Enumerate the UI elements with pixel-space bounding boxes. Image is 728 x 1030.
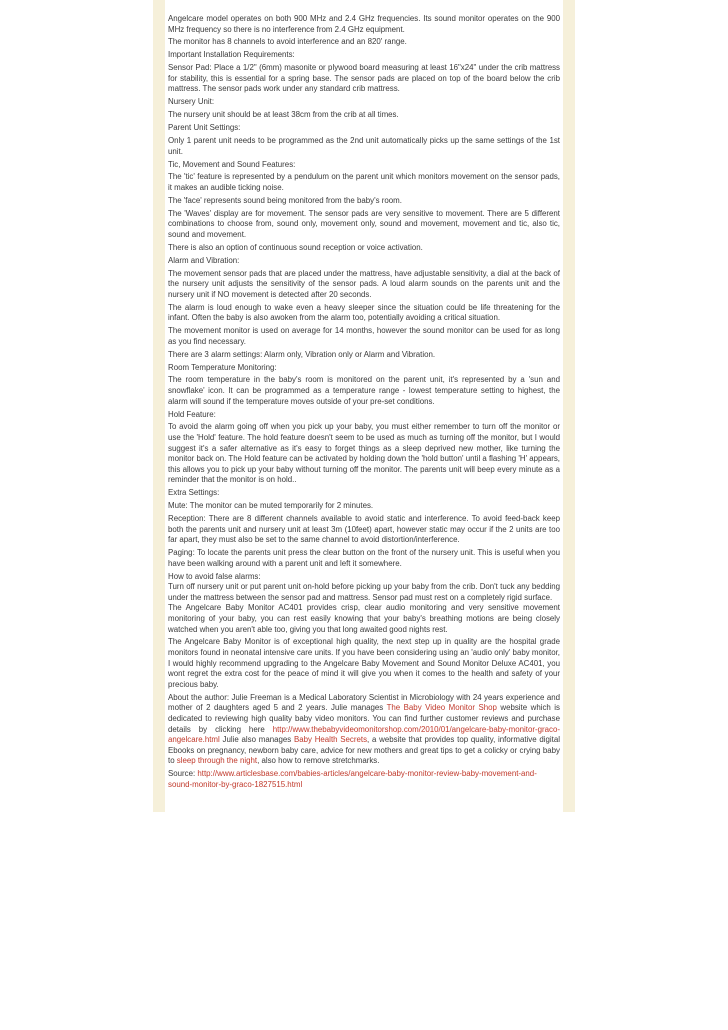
paragraph-alarm-4: There are 3 alarm settings: Alarm only, Vibration only or Alarm and Vibration. — [168, 349, 436, 359]
author-text-1: About the author: Julie Freeman is a Medical Laboratory Scientist in Microbiology with 24 years experience and mother of 2 daughters aged 5 and 2 years. Julie manages — [168, 692, 560, 713]
author-text-5: , also how to remove stretchmarks. — [257, 756, 380, 766]
left-margin-bar — [153, 0, 165, 812]
heading-installation: Important Installation Requirements: — [168, 50, 295, 60]
paragraph-channels: The monitor has 8 channels to avoid interference and an 820' range. — [168, 37, 407, 47]
paragraph-continuous: There is also an option of continuous sound reception or voice activation. — [168, 242, 423, 252]
paragraph-waves: The 'Waves' display are for movement. The sensor pads are very sensitive to movement. There are 5 different combinations to choose from, sound only, movement only, sound and movement, movement and tic, also tic, sound and movement. — [168, 208, 560, 239]
paragraph-quality: The Angelcare Baby Monitor is of exceptional high quality, the next step up in quality are the hospital grade monitors found in neonatal intensive care units. If you have been considering using an 'audio only' baby monitor, I would highly recommend upgrading to the Angelcare Baby Movement and Sound Monitor Deluxe AC401, you wont regret the extra cost for the peace of mind it will give you when it comes to the health and safety of your precious baby. — [168, 637, 560, 689]
paragraph-room-temperature: The room temperature in the baby's room is monitored on the parent unit, it's represented by a 'sun and snowflake' icon. It can be programmed as a temperature range - lowest temperature setting to highest, the alarm will sound if the temperature moves outside of your pre-set conditions. — [168, 375, 560, 406]
paragraph-frequencies: Angelcare model operates on both 900 MHz and 2.4 GHz frequencies. Its sound monitor operates on the 900 MHz frequency so there is no interference from 2.4 GHz equipment. — [168, 14, 560, 34]
paragraph-false-alarms: How to avoid false alarms: Turn off nursery unit or put parent unit on-hold before picking up your baby from the crib. Don't tuck any bedding under the mattress between the sensor pad and mattress. Sensor pad must rest on a completely rigid surface. The Angelcare Baby Monitor AC401 provides crisp, clear audio monitoring and very sensitive movement monitoring of your baby, you can rest easily knowing that your baby's breathing motions are being closely watched when you aren't able too, giving you that long awaited good nights rest. — [168, 571, 560, 634]
link-sleep-through-night[interactable]: sleep through the night — [176, 756, 258, 766]
paragraph-hold: To avoid the alarm going off when you pick up your baby, you must either remember to turn off the monitor or use the 'Hold' feature. The hold feature doesn't seem to be used as much as turning off the monitor, but I would suggest it's a safer alternative as it's easy to forget things as a sleep deprived new mother, like turning the monitor back on. The Hold feature can be activated by holding down the 'hold button' until a flashing 'H' appears, this allows you to pick up your baby without turning off the monitor. The parents unit will beep every minute as a reminder that the monitor is on hold.. — [168, 422, 560, 485]
link-baby-video-monitor-shop[interactable]: The Baby Video Monitor Shop — [386, 703, 497, 713]
author-text-2: website which is dedicated to reviewing high quality baby video monitors. You can find further customer reviews and purchase details by clicking here — [168, 703, 560, 734]
paragraph-face: The 'face' represents sound being monitored from the baby's room. — [168, 195, 402, 205]
heading-hold-feature: Hold Feature: — [168, 409, 216, 419]
paragraph-parent-unit: Only 1 parent unit needs to be programmed as the 2nd unit automatically picks up the same settings of the 1st unit. — [168, 136, 560, 156]
paragraph-paging: Paging: To locate the parents unit press the clear button on the front of the nursery unit. This is useful when you have been walking around with a parent unit and left it somewhere. — [168, 548, 560, 568]
paragraph-alarm-2: The alarm is loud enough to wake even a heavy sleeper since the situation could be life threatening for the infant. Often the baby is also awoken from the alarm too, potentially avoiding a critical situation. — [168, 302, 560, 323]
heading-room-temperature: Room Temperature Monitoring: — [168, 362, 277, 372]
link-source-url[interactable]: http://www.articlesbase.com/babies-articles/angelcare-baby-monitor-review-baby-movement-and-sound-monitor-by-graco-1827515.html — [168, 769, 537, 789]
paragraph-reception: Reception: There are 8 different channels available to avoid static and interference. To avoid feed-back keep both the parents unit and nursery unit at least 3m (10feet) apart, however static may occur if the 2 units are too far apart, they must also be set to the same channel to avoid distortion/interference. — [168, 514, 560, 545]
article-body — [168, 14, 560, 793]
heading-tic-features: Tic, Movement and Sound Features: — [168, 159, 296, 169]
paragraph-author — [168, 693, 560, 767]
paragraph-tic: The 'tic' feature is represented by a pendulum on the parent unit which monitors movement on the sensor pads, it makes an audible ticking noise. — [168, 172, 560, 192]
heading-alarm: Alarm and Vibration: — [168, 255, 240, 265]
author-text-4: , a website that provides top quality, informative digital Ebooks on pregnancy, newborn baby care, advice for new mothers and great tips to get a colicky or crying baby to — [168, 735, 560, 766]
paragraph-mute: Mute: The monitor can be muted temporarily for 2 minutes. — [168, 501, 374, 511]
heading-extra-settings: Extra Settings: — [168, 488, 220, 498]
paragraph-source — [168, 769, 560, 790]
paragraph-alarm-3: The movement monitor is used on average for 14 months, however the sound monitor can be used for as long as you find necessary. — [168, 326, 560, 346]
right-margin-bar — [563, 0, 575, 812]
paragraph-nursery-unit: The nursery unit should be at least 38cm from the crib at all times. — [168, 110, 399, 120]
link-baby-health-secrets[interactable]: Baby Health Secrets — [293, 735, 368, 745]
link-review-url[interactable]: http://www.thebabyvideomonitorshop.com/2010/01/angelcare-baby-monitor-graco-angelcare.html — [168, 724, 560, 745]
heading-nursery-unit: Nursery Unit: — [168, 97, 215, 107]
paragraph-sensor-pad: Sensor Pad: Place a 1/2" (6mm) masonite or plywood board measuring at least 16"x24" under the crib mattress for stability, this is essential for a spring base. The sensor pads are placed on top of the board below the crib mattress. The sensor pads work under any standard crib mattress. — [168, 63, 560, 94]
heading-parent-unit: Parent Unit Settings: — [168, 123, 241, 133]
author-text-3: Julie also manages — [219, 735, 294, 745]
source-label: Source: — [168, 769, 198, 779]
paragraph-alarm-1: The movement sensor pads that are placed under the mattress, have adjustable sensitivity, a dial at the back of the nursery unit adjusts the sensitivity of the sensor pads. A loud alarm sounds on the parents unit and the nursery unit if NO movement is detected after 20 seconds. — [168, 268, 560, 299]
